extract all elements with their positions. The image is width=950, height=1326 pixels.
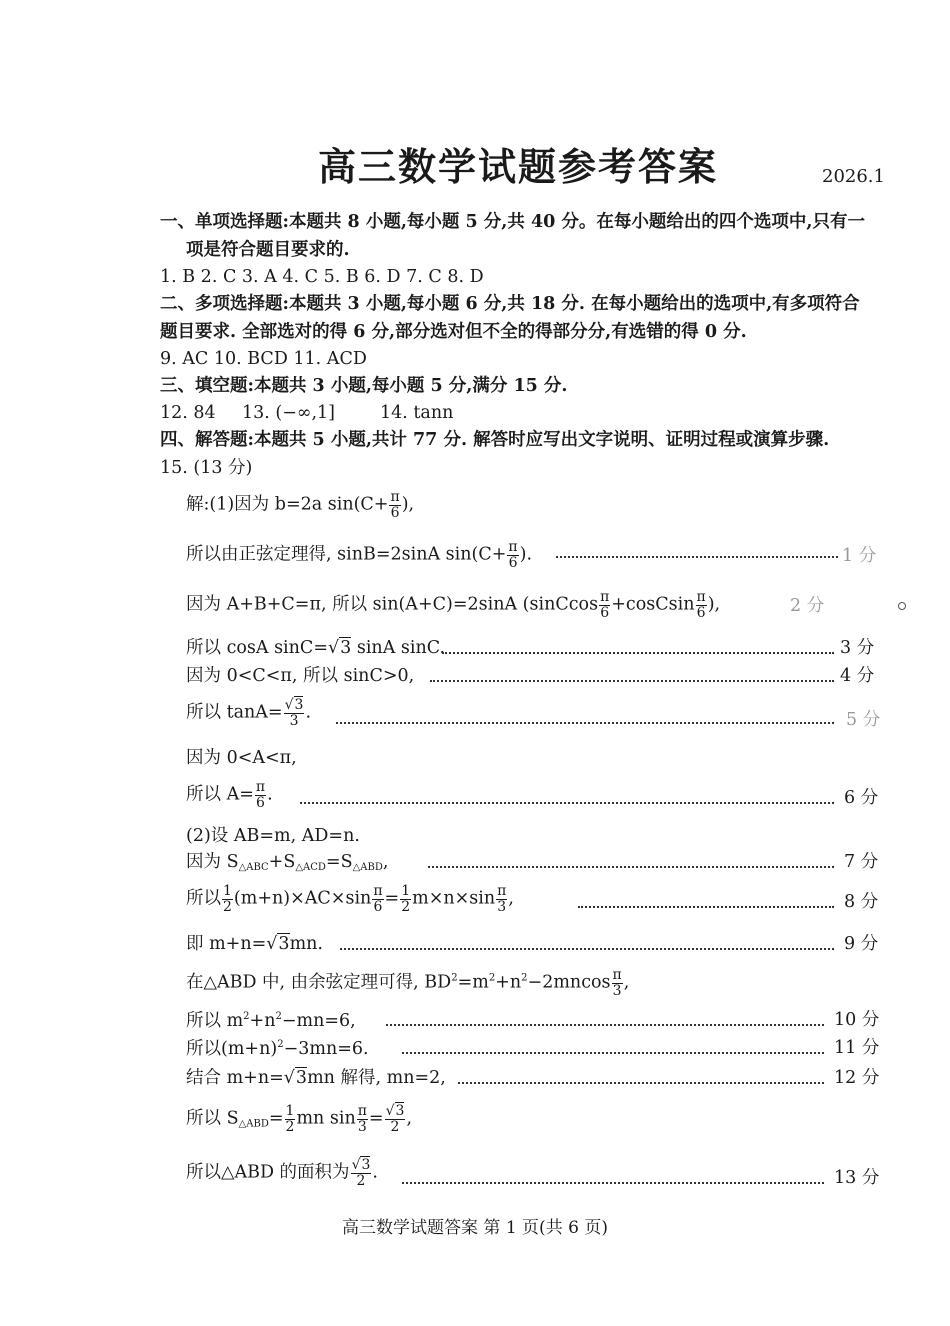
score-7: 7 分: [844, 852, 879, 872]
solution-line-15: 所以$(m+n)^2-3mn=6$.: [186, 1039, 369, 1059]
score-10: 10 分: [834, 1010, 880, 1030]
solution-line-1: 解:(1)因为 b=2a sin(C+ $\frac{\pi}{6}$ ),: [186, 489, 415, 521]
fraction: $\frac{\pi}{6}$: [373, 883, 383, 915]
answer-14: 14. tann: [380, 403, 454, 423]
solution-line-2: 所以由正弦定理得, sinB=2sinA sin(C+ $\frac{\pi}{6}$ ).: [186, 539, 533, 571]
section-1-heading-cont: 项是符合题目要求的.: [186, 240, 350, 260]
exam-date: 2026.1: [822, 166, 885, 187]
fraction: $\frac{√3}{3}$: [284, 697, 304, 729]
page-title: 高三数学试题参考答案: [317, 144, 718, 189]
score-9: 9 分: [844, 934, 879, 954]
fraction: $\frac{\pi}{3}$: [612, 967, 622, 999]
section-1-heading: 一、单项选择题:本题共 8 小题,每小题 5 分,共 40 分。在每小题给出的四个选项中,只有一: [160, 212, 865, 232]
section-4-heading: 四、解答题:本题共 5 小题,共计 77 分. 解答时应写出文字说明、证明过程或演算步骤.: [160, 430, 830, 450]
fraction: $\frac{\pi}{6}$: [600, 589, 610, 621]
section-2-heading-cont: 题目要求. 全部选对的得 6 分,部分选对但不全的得部分分,有选错的得 0 分.: [160, 322, 747, 342]
score-1: 1 分: [842, 546, 877, 566]
section-2-answers: 9. AC 10. BCD 11. ACD: [160, 349, 367, 369]
solution-line-18: 所以△ABD 的面积为 $\frac{√3}{2}$ .: [186, 1157, 378, 1189]
solution-line-4: 所以 cosA sinC=√3 sinA sinC.: [186, 638, 446, 658]
score-8: 8 分: [844, 892, 879, 912]
solution-line-14: 所以 $m^2+n^2-mn=6$,: [186, 1011, 356, 1031]
leader-dots: [340, 948, 834, 950]
solution-line-9: (2)设 AB=m, AD=n.: [186, 826, 360, 846]
fraction: $\frac{\pi}{6}$: [255, 779, 266, 811]
fraction: $\frac{√3}{2}$: [351, 1157, 371, 1189]
leader-dots: [428, 866, 834, 868]
solution-line-17: 所以 $S_{\triangle ABD}=$ $\frac{1}{2}$ mn sin $\frac{\pi}{3}$ = $\frac{√3}{2}$ ,: [186, 1103, 413, 1135]
question-15-label: 15. (13 分): [160, 458, 253, 478]
score-5: 5 分: [846, 710, 881, 730]
fraction: $\frac{\pi}{3}$: [357, 1103, 367, 1135]
solution-line-5: 因为 0<C<π, 所以 sinC>0,: [186, 666, 415, 686]
answer-13: 13. (−∞,1]: [242, 403, 335, 423]
leader-dots: [578, 906, 834, 908]
leader-dots: [442, 652, 834, 654]
solution-line-12: 即 m+n=√3mn.: [186, 934, 323, 954]
solution-line-11: 所以 $\frac{1}{2}$ (m+n)×AC×sin $\frac{\pi}{6}$ = $\frac{1}{2}$ m×n×sin $\frac{\pi}{3}$ ,: [186, 883, 514, 915]
section-2-heading: 二、多项选择题:本题共 3 小题,每小题 6 分,共 18 分. 在每小题给出的选项中,有多项符合: [160, 294, 860, 314]
fraction: $\frac{\pi}{6}$: [390, 489, 400, 521]
solution-line-13: 在△ABD 中, 由余弦定理可得, $BD^2=m^2+n^2-2mncos$ $\frac{\pi}{3}$ ,: [186, 967, 630, 999]
score-2: 2 分: [790, 596, 825, 616]
section-1-answers: 1. B 2. C 3. A 4. C 5. B 6. D 7. C 8. D: [160, 267, 484, 287]
leader-dots: [458, 1082, 824, 1084]
section-3-heading: 三、填空题:本题共 3 小题,每小题 5 分,满分 15 分.: [160, 376, 568, 396]
leader-dots: [402, 1182, 824, 1184]
leader-dots: [556, 556, 838, 558]
fraction: $\frac{√3}{2}$: [385, 1103, 405, 1135]
solution-line-3: 因为 A+B+C=π, 所以 sin(A+C)=2sinA (sinCcos $\frac{\pi}{6}$ +cosCsin $\frac{\pi}{6}$ ),: [186, 589, 721, 621]
fraction: $\frac{1}{2}$: [223, 883, 232, 915]
fraction: $\frac{\pi}{6}$: [696, 589, 706, 621]
page-footer: 高三数学试题答案 第 1 页(共 6 页): [342, 1218, 608, 1238]
leader-dots: [386, 1024, 824, 1026]
solution-line-8: 所以 A= $\frac{\pi}{6}$ .: [186, 779, 273, 811]
score-3: 3 分: [840, 638, 875, 658]
margin-mark: [898, 602, 906, 610]
score-4: 4 分: [840, 666, 875, 686]
fraction: $\frac{1}{2}$: [401, 883, 411, 915]
score-13: 13 分: [834, 1168, 880, 1188]
leader-dots: [402, 1052, 824, 1054]
fraction: $\frac{1}{2}$: [285, 1103, 295, 1135]
answer-12: 12. 84: [160, 403, 216, 423]
leader-dots: [300, 802, 834, 804]
solution-line-10: 因为 $S_{\triangle ABC}+S_{\triangle ACD}=S_{\triangle ABD}$,: [186, 852, 389, 873]
fraction: $\frac{\pi}{3}$: [497, 883, 507, 915]
fraction: $\frac{\pi}{6}$: [508, 539, 518, 571]
solution-line-6: 所以 tanA= $\frac{√3}{3}$ .: [186, 697, 312, 729]
solution-line-7: 因为 0<A<π,: [186, 748, 297, 768]
solution-line-16: 结合 m+n=√3mn 解得, mn=2,: [186, 1068, 446, 1088]
score-6: 6 分: [844, 788, 879, 808]
leader-dots: [430, 680, 834, 682]
score-11: 11 分: [834, 1038, 880, 1058]
leader-dots: [336, 722, 834, 724]
score-12: 12 分: [834, 1068, 880, 1088]
